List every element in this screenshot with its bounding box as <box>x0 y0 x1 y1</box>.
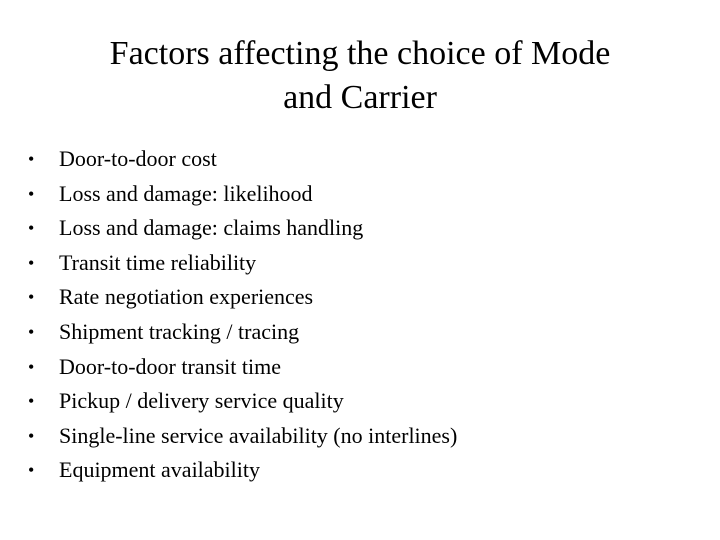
bullet-text: Loss and damage: likelihood <box>59 180 313 206</box>
bullet-item <box>28 246 688 281</box>
bullet-text: Rate negotiation experiences <box>59 284 314 310</box>
slide-title-line-2: and Carrier <box>283 79 437 116</box>
bullet-item <box>28 419 688 454</box>
bullet-text: Equipment availability <box>59 457 261 483</box>
bullet-item <box>28 315 688 350</box>
bullet-text: Single-line service availability (no interlines) <box>59 422 458 448</box>
bullet-text: Shipment tracking / tracing <box>59 318 300 344</box>
bullet-item <box>28 384 688 419</box>
bullet-text: Door-to-door cost <box>59 146 217 171</box>
bullet-item <box>28 453 688 488</box>
bullet-icon: • <box>28 252 35 273</box>
bullet-item <box>28 211 688 246</box>
slide-title <box>40 32 680 120</box>
bullet-text: Transit time reliability <box>59 249 257 275</box>
bullet-icon: • <box>28 287 35 308</box>
bullet-icon: • <box>28 218 35 239</box>
bullet-icon: • <box>28 425 35 446</box>
bullet-icon: • <box>28 183 35 204</box>
bullet-text: Door-to-door transit time <box>59 353 281 379</box>
bullet-icon: • <box>28 391 35 412</box>
bullet-icon: • <box>28 321 35 342</box>
bullet-item <box>28 142 688 177</box>
bullet-list <box>28 142 688 488</box>
bullet-icon: • <box>28 149 35 169</box>
slide-title-line-1: Factors affecting the choice of Mode <box>109 35 611 72</box>
bullet-item <box>28 280 688 315</box>
bullet-icon: • <box>28 460 35 481</box>
bullet-text: Pickup / delivery service quality <box>59 388 344 414</box>
bullet-icon: • <box>28 356 35 377</box>
bullet-item <box>28 350 688 385</box>
bullet-text: Loss and damage: claims handling <box>59 215 364 241</box>
bullet-item <box>28 177 688 212</box>
